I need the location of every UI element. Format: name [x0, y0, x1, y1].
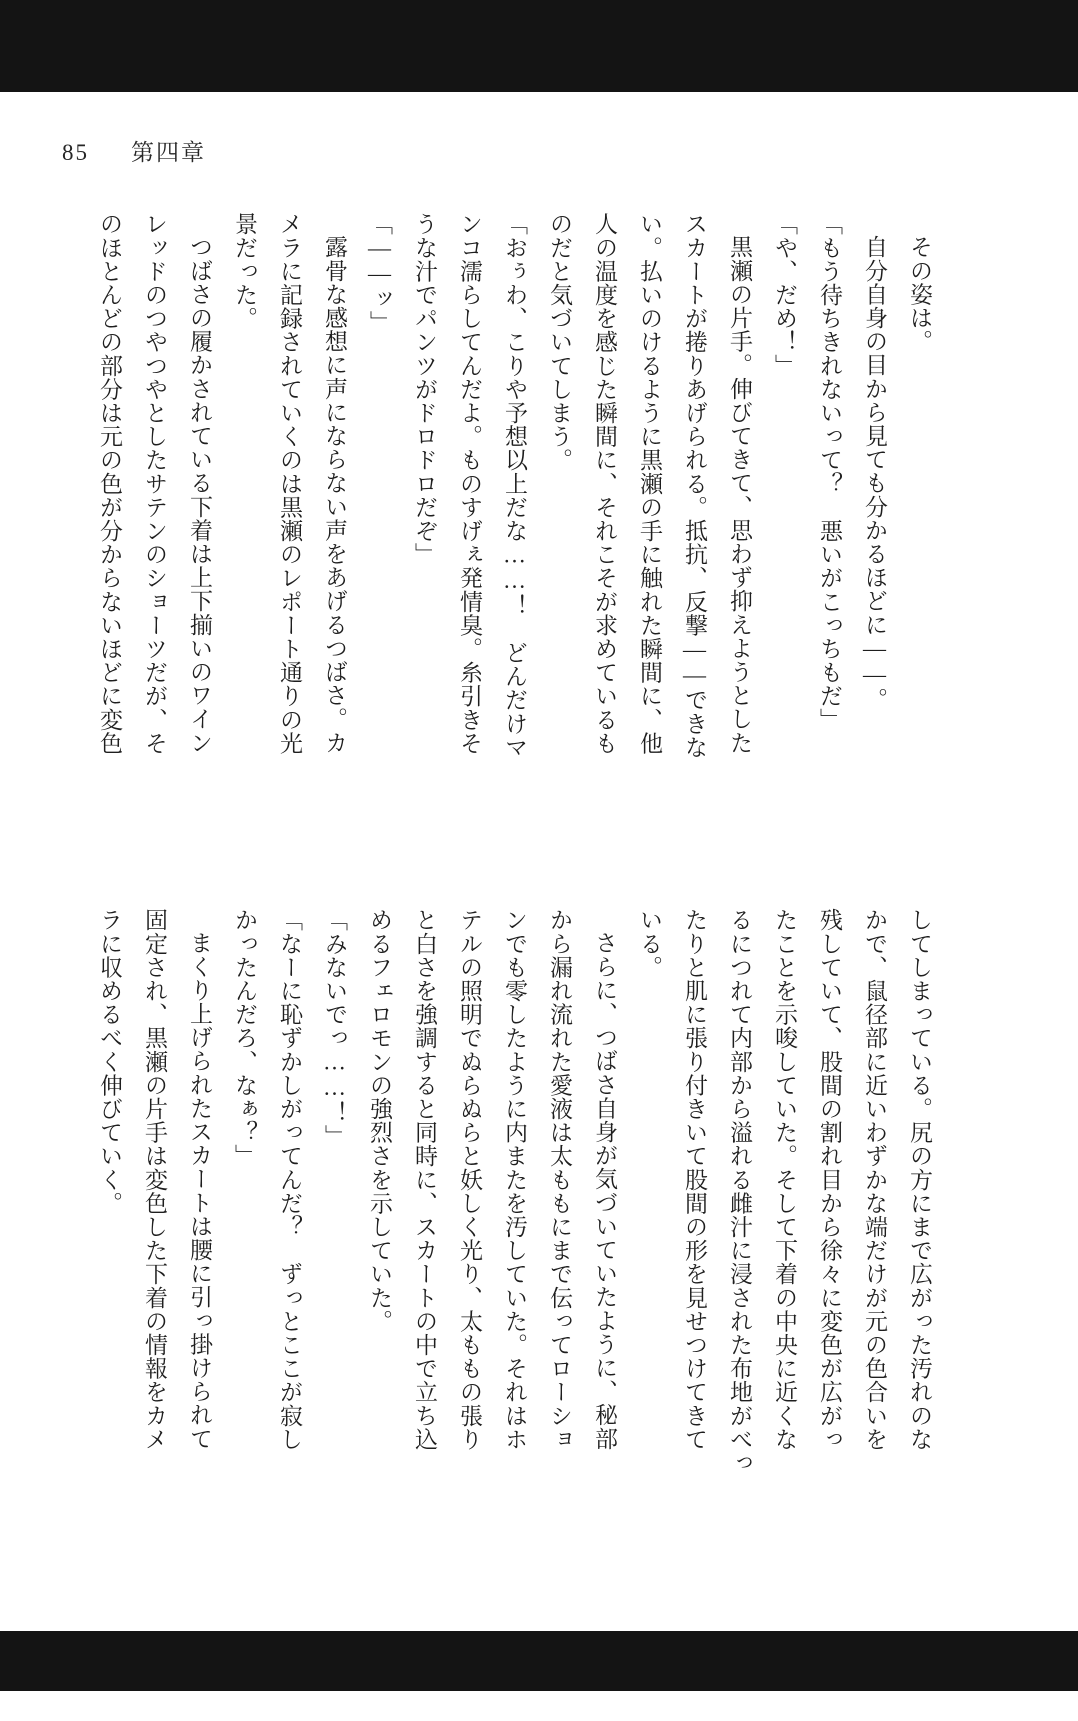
text-line: かったんだろ、なぁ？」 [232, 908, 257, 1168]
page-header [62, 134, 206, 167]
text-line: めるフェロモンの強烈さを示していた。 [367, 908, 392, 1333]
text-line: ラに収めるべく伸びていく。 [97, 908, 122, 1215]
text-line: 「もう待ちきれないって？ 悪いがこっちもだ」 [817, 212, 842, 732]
text-line: まくり上げられたスカートは腰に引っ掛けられて [187, 931, 212, 1451]
text-line: 「――ッ」 [367, 212, 392, 334]
text-line: 「なーに恥ずかしがってんだ？ ずっとここが寂し [277, 908, 302, 1451]
text-line: スカートが捲りあげられる。抵抗、反撃――できな [682, 212, 707, 759]
top-letterbox-bar [0, 0, 1078, 92]
text-line: うな汁でパンツがドロドロだぞ」 [412, 212, 437, 566]
text-line: メラに記録されていくのは黒瀬のレポート通りの光 [277, 212, 302, 755]
text-line: さらに、つばさ自身が気づいていたように、秘部 [592, 931, 617, 1451]
text-line: と白さを強調すると同時に、スカートの中で立ち込 [412, 908, 437, 1451]
text-line: ンでも零したように内またを汚していた。それはホ [502, 908, 527, 1451]
text-line: 固定され、黒瀬の片手は変色した下着の情報をカメ [142, 908, 167, 1451]
text-band-upper [86, 212, 942, 800]
text-line: たことを示唆していた。そして下着の中央に近くな [772, 908, 797, 1451]
text-line: テルの照明でぬらぬらと妖しく光り、太ももの張り [457, 908, 482, 1451]
text-line: るにつれて内部から溢れる雌汁に浸された布地がべっ [727, 908, 752, 1475]
text-line: 残していて、股間の割れ目から徐々に変色が広がっ [817, 908, 842, 1451]
page-number: 85 [62, 140, 89, 165]
text-line: 「や、だめ！」 [772, 212, 797, 378]
text-line: 黒瀬の片手。伸びてきて、思わず抑えようとした [727, 235, 752, 755]
text-line: ンコ濡らしてんだよ。ものすげぇ発情臭。糸引きそ [457, 212, 482, 755]
text-line: 「みないでっ……！」 [322, 908, 347, 1148]
text-line: つばさの履かされている下着は上下揃いのワイン [187, 235, 212, 755]
text-line: のだと気づいてしまう。 [547, 212, 572, 472]
text-line: かで、鼠径部に近いわずかな端だけが元の色合いを [862, 908, 887, 1451]
text-line: レッドのつやつやとしたサテンのショーツだが、そ [142, 212, 167, 755]
text-line: から漏れ流れた愛液は太ももにまで伝ってローショ [547, 908, 572, 1451]
text-line: いる。 [637, 908, 662, 979]
bottom-letterbox-bar [0, 1631, 1078, 1691]
text-line: 「おぅわ、こりや予想以上だな……！ どんだけマ [502, 212, 527, 759]
text-line: い。払いのけるように黒瀬の手に触れた瞬間に、他 [637, 212, 662, 755]
text-line: のほとんどの部分は元の色が分からないほどに変色 [97, 212, 122, 755]
chapter-title: 第四章 [131, 140, 206, 165]
text-line: してしまっている。尻の方にまで広がった汚れのな [907, 908, 932, 1451]
text-band-lower [86, 908, 942, 1496]
text-line: 人の温度を感じた瞬間に、それこそが求めているも [592, 212, 617, 755]
text-line: その姿は。 [907, 235, 932, 353]
text-line: 露骨な感想に声にならない声をあげるつばさ。カ [322, 235, 347, 755]
text-line: 自分自身の目から見ても分かるほどに――。 [862, 235, 887, 711]
text-line: たりと肌に張り付きいて股間の形を見せつけてきて [682, 908, 707, 1451]
text-line: 景だった。 [232, 212, 257, 330]
